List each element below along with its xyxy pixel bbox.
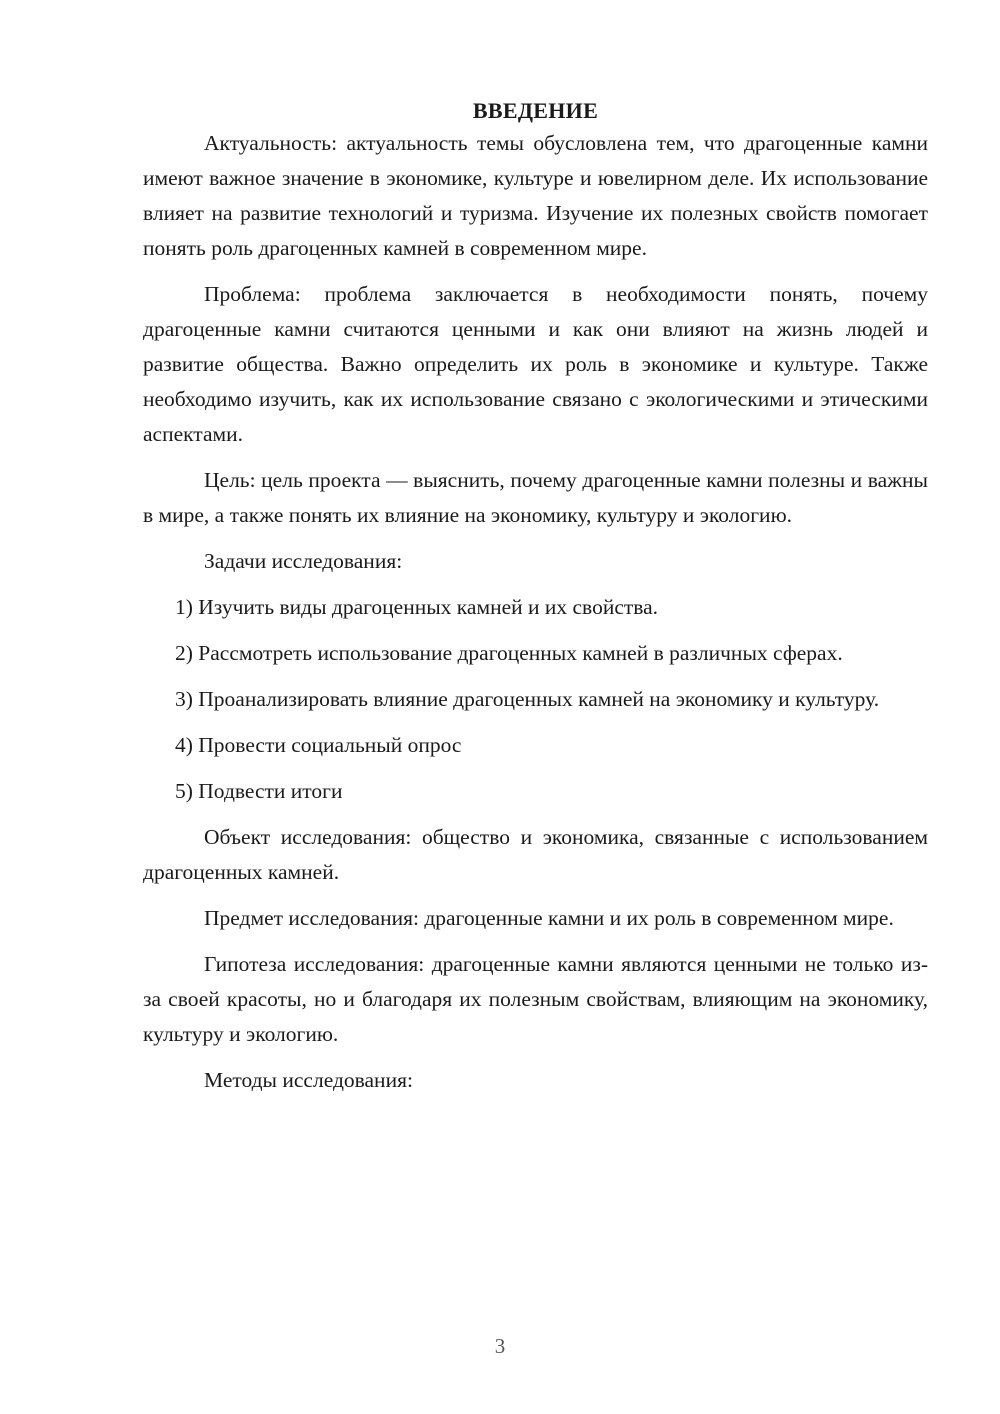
task-item-1: 1) Изучить виды драгоценных камней и их свойства. <box>175 595 659 619</box>
paragraph-object: Объект исследования: общество и экономика, связанные с использованием драгоценных камней. <box>143 825 928 884</box>
paragraph-tasks-heading: Задачи исследования: <box>204 549 403 573</box>
paragraph-goal: Цель: цель проекта — выяснить, почему драгоценные камни полезны и важны в мире, а также понять их влияние на экономику, культуру и экологию. <box>143 468 928 527</box>
paragraph-methods-heading: Методы исследования: <box>204 1068 413 1092</box>
page-number: 3 <box>494 1334 506 1358</box>
task-item-5: 5) Подвести итоги <box>175 779 343 803</box>
paragraph-hypothesis: Гипотеза исследования: драгоценные камни являются ценными не только из-за своей красоты, но и благодаря их полезным свойствам, влияющим на экономику, культуру и экологию. <box>143 952 928 1046</box>
paragraph-relevance: Актуальность: актуальность темы обусловлена тем, что драгоценные камни имеют важное значение в экономике, культуре и ювелирном деле. Их использование влияет на развитие технологий и туризма. Изучение их полезных свойств помогает понять роль драгоценных камней в современном мире. <box>143 131 928 260</box>
paragraph-problem: Проблема: проблема заключается в необходимости понять, почему драгоценные камни считаются ценными и как они влияют на жизнь людей и развитие общества. Важно определить их роль в экономике и культуре. Также необходимо изучить, как их использование связано с экологическими и этическими аспектами. <box>143 282 928 446</box>
task-item-4: 4) Провести социальный опрос <box>175 733 462 757</box>
document-page <box>143 94 928 1109</box>
task-item-3: 3) Проанализировать влияние драгоценных камней на экономику и культуру. <box>175 687 880 711</box>
paragraph-subject: Предмет исследования: драгоценные камни и их роль в современном мире. <box>204 906 894 930</box>
task-item-2: 2) Рассмотреть использование драгоценных камней в различных сферах. <box>175 641 843 665</box>
section-title: ВВЕДЕНИЕ <box>472 98 599 123</box>
